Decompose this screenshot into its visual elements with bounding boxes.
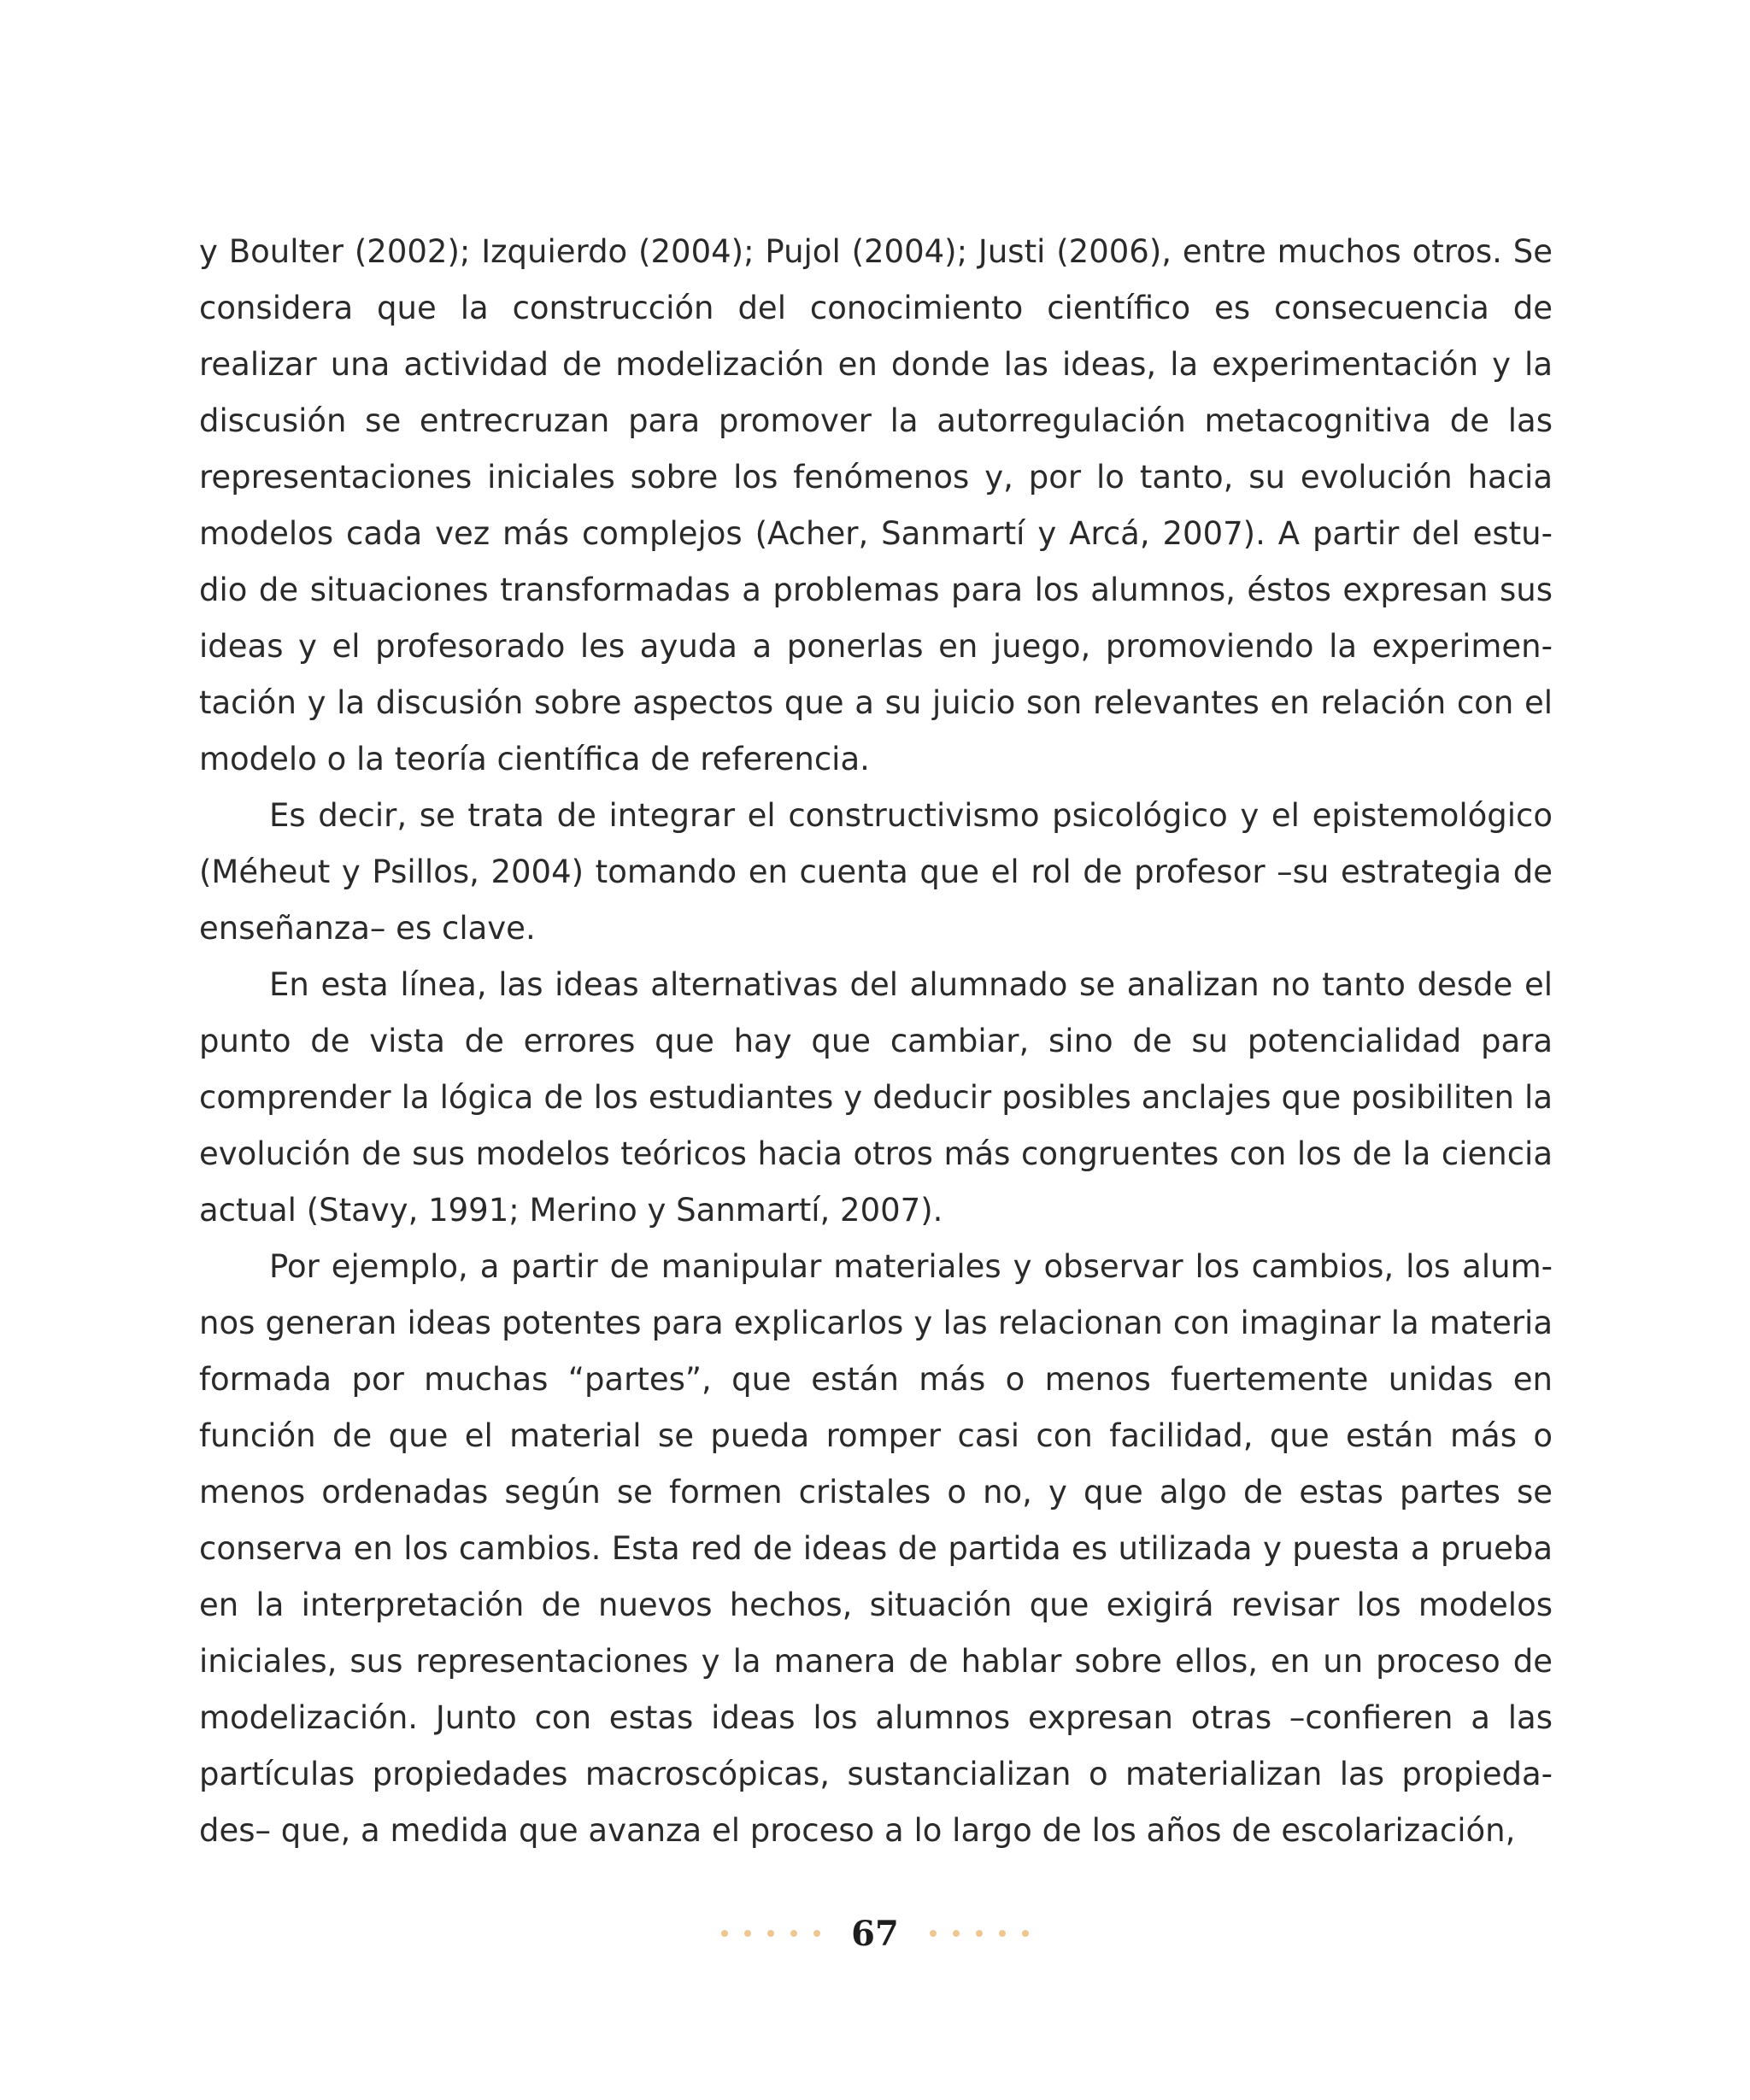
footer-dot xyxy=(813,1930,820,1937)
body-text xyxy=(199,224,1553,1859)
paragraph-2: Es decir, se trata de integrar el constructivismo psicológico y el epistemológico (Méheut y Psillos, 2004) tomando en cuenta que el rol de profesor –su estrategia de enseñanza– es clave. xyxy=(199,797,1553,947)
paragraph-1: y Boulter (2002); Izquierdo (2004); Pujol (2004); Justi (2006), entre muchos otros. Se considera que la construcción del conocimiento científico es consecuencia de realizar una actividad de modelización en donde las ideas, la experimentación y la discusión se entrecruzan para promover la autorregulación metacognitiva de las representaciones iniciales sobre los fenómenos y, por lo tanto, su evolución hacia modelos cada vez más complejos (Acher, Sanmartí y Arcá, 2007). A partir del estudio de situaciones transformadas a problemas para los alumnos, éstos expresan sus ideas y el profesorado les ayuda a ponerlas en juego, promoviendo la experimentación y la discusión sobre aspectos que a su juicio son relevantes en relación con el modelo o la teoría científica de referencia. xyxy=(199,233,1553,777)
footer-dot xyxy=(744,1930,751,1937)
page-number: 67 xyxy=(851,1913,899,1954)
footer-dot xyxy=(790,1930,797,1937)
footer-dots-left xyxy=(721,1930,820,1937)
footer-dots-right xyxy=(930,1930,1029,1937)
footer-dot xyxy=(721,1930,728,1937)
page-footer xyxy=(0,1903,1750,1963)
footer-dot xyxy=(930,1930,937,1937)
footer-dot xyxy=(999,1930,1006,1937)
paragraph-3: En esta línea, las ideas alternativas del alumnado se analizan no tanto desde el punto de vista de errores que hay que cambiar, sino de su potencialidad para comprender la lógica de los estudiantes y deducir posibles anclajes que posibiliten la evolución de sus modelos teóricos hacia otros más congruentes con los de la ciencia actual (Stavy, 1991; Merino y Sanmartí, 2007). xyxy=(199,966,1553,1229)
footer-dot xyxy=(1022,1930,1029,1937)
footer-dot xyxy=(767,1930,774,1937)
footer-dot xyxy=(953,1930,960,1937)
paragraph-4: Por ejemplo, a partir de manipular materiales y observar los cambios, los alumnos generan ideas potentes para explicarlos y las relacionan con imaginar la materia formada por muchas “partes”, que están más o menos fuertemente unidas en función de que el material se pueda romper casi con facilidad, que están más o menos ordenadas según se formen cristales o no, y que algo de estas partes se conserva en los cambios. Esta red de ideas de partida es utilizada y puesta a prueba en la interpretación de nuevos hechos, situación que exigirá revisar los modelos iniciales, sus representaciones y la manera de hablar sobre ellos, en un proceso de modelización. Junto con estas ideas los alumnos expresan otras –confieren a las partículas propiedades macroscópicas, sustancializan o materializan las propiedades– que, a medida que avanza el proceso a lo largo de los años de escolarización, xyxy=(199,1248,1553,1849)
footer-dot xyxy=(976,1930,983,1937)
